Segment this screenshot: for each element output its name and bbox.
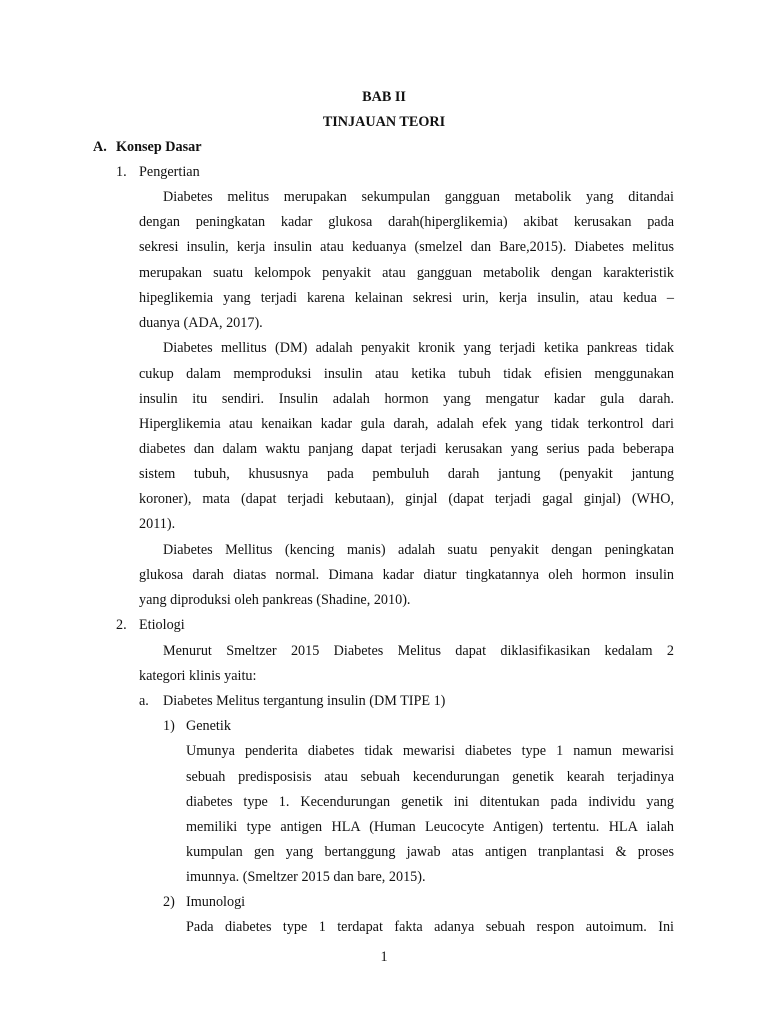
item-2-number: 2. <box>116 617 127 633</box>
page-number: 1 <box>380 949 388 965</box>
paragraph-line: sekresi insulin, kerja insulin atau keduanya (smelzel dan Bare,2015). Diabetes melitus <box>139 239 674 255</box>
paragraph-line: Diabetes mellitus (DM) adalah penyakit kronik yang terjadi ketika pankreas tidak <box>163 340 674 356</box>
point-2-label: 2) <box>163 894 175 910</box>
item-2-title: Etiologi <box>139 617 185 633</box>
paragraph-line: hipeglikemia yang terjadi karena kelainan sekresi urin, kerja insulin, atau kedua – <box>139 290 674 306</box>
point-1-label: 1) <box>163 718 175 734</box>
paragraph-line: memiliki type antigen HLA (Human Leucocyte Antigen) tertentu. HLA ialah <box>186 819 674 835</box>
paragraph-line: sistem tubuh, khususnya pada pembuluh darah jantung (penyakit jantung <box>139 466 674 482</box>
paragraph-line: duanya (ADA, 2017). <box>139 315 263 331</box>
paragraph-line: imunnya. (Smeltzer 2015 dan bare, 2015). <box>186 869 426 885</box>
paragraph-line: diabetes type 1. Kecendurungan genetik ini ditentukan pada individu yang <box>186 794 674 810</box>
paragraph-line: glukosa darah diatas normal. Dimana kadar diatur tingkatannya oleh hormon insulin <box>139 567 674 583</box>
paragraph-line: koroner), mata (dapat terjadi kebutaan), ginjal (dapat terjadi gagal ginjal) (WHO, <box>139 491 674 507</box>
paragraph-line: sebuah predisposisis atau sebuah kecendurungan genetik kearah terjadinya <box>186 769 674 785</box>
point-1-title: Genetik <box>186 718 231 734</box>
item-1-title: Pengertian <box>139 164 200 180</box>
item-1-number: 1. <box>116 164 127 180</box>
chapter-title: TINJAUAN TEORI <box>322 114 446 130</box>
sub-a-label: a. <box>139 693 149 709</box>
paragraph-line: dengan peningkatan kadar glukosa darah(hiperglikemia) akibat kerusakan pada <box>139 214 674 230</box>
paragraph-line: insulin itu sendiri. Insulin adalah hormon yang mengatur kadar gula darah. <box>139 391 674 407</box>
paragraph-line: Diabetes melitus merupakan sekumpulan gangguan metabolik yang ditandai <box>163 189 674 205</box>
paragraph-line: Umunya penderita diabetes tidak mewarisi diabetes type 1 namun mewarisi <box>186 743 674 759</box>
paragraph-line: diabetes dan dalam waktu panjang dapat terjadi kerusakan yang serius pada beberapa <box>139 441 674 457</box>
point-2-title: Imunologi <box>186 894 246 910</box>
sub-a-title: Diabetes Melitus tergantung insulin (DM TIPE 1) <box>163 693 446 709</box>
paragraph-line: Hiperglikemia atau kenaikan kadar gula darah, adalah efek yang tidak terkontrol dari <box>139 416 674 432</box>
paragraph-line: kumpulan gen yang bertanggung jawab atas antigen tranplantasi & proses <box>186 844 674 860</box>
chapter-heading: BAB II <box>362 89 406 105</box>
section-a-label: A. <box>93 139 107 155</box>
paragraph-line: Diabetes Mellitus (kencing manis) adalah suatu penyakit dengan peningkatan <box>163 542 674 558</box>
paragraph-line: Menurut Smeltzer 2015 Diabetes Melitus dapat diklasifikasikan kedalam 2 <box>163 643 674 659</box>
paragraph-line: merupakan suatu kelompok penyakit atau gangguan metabolik dengan karakteristik <box>139 265 674 281</box>
section-a-title: Konsep Dasar <box>116 139 202 155</box>
paragraph-line: 2011). <box>139 516 176 532</box>
paragraph-line: Pada diabetes type 1 terdapat fakta adanya sebuah respon autoimum. Ini <box>186 919 674 935</box>
paragraph-line: kategori klinis yaitu: <box>139 668 257 684</box>
paragraph-line: yang diproduksi oleh pankreas (Shadine, 2010). <box>139 592 411 608</box>
paragraph-line: cukup dalam memproduksi insulin atau ketika tubuh tidak efisien menggunakan <box>139 366 674 382</box>
